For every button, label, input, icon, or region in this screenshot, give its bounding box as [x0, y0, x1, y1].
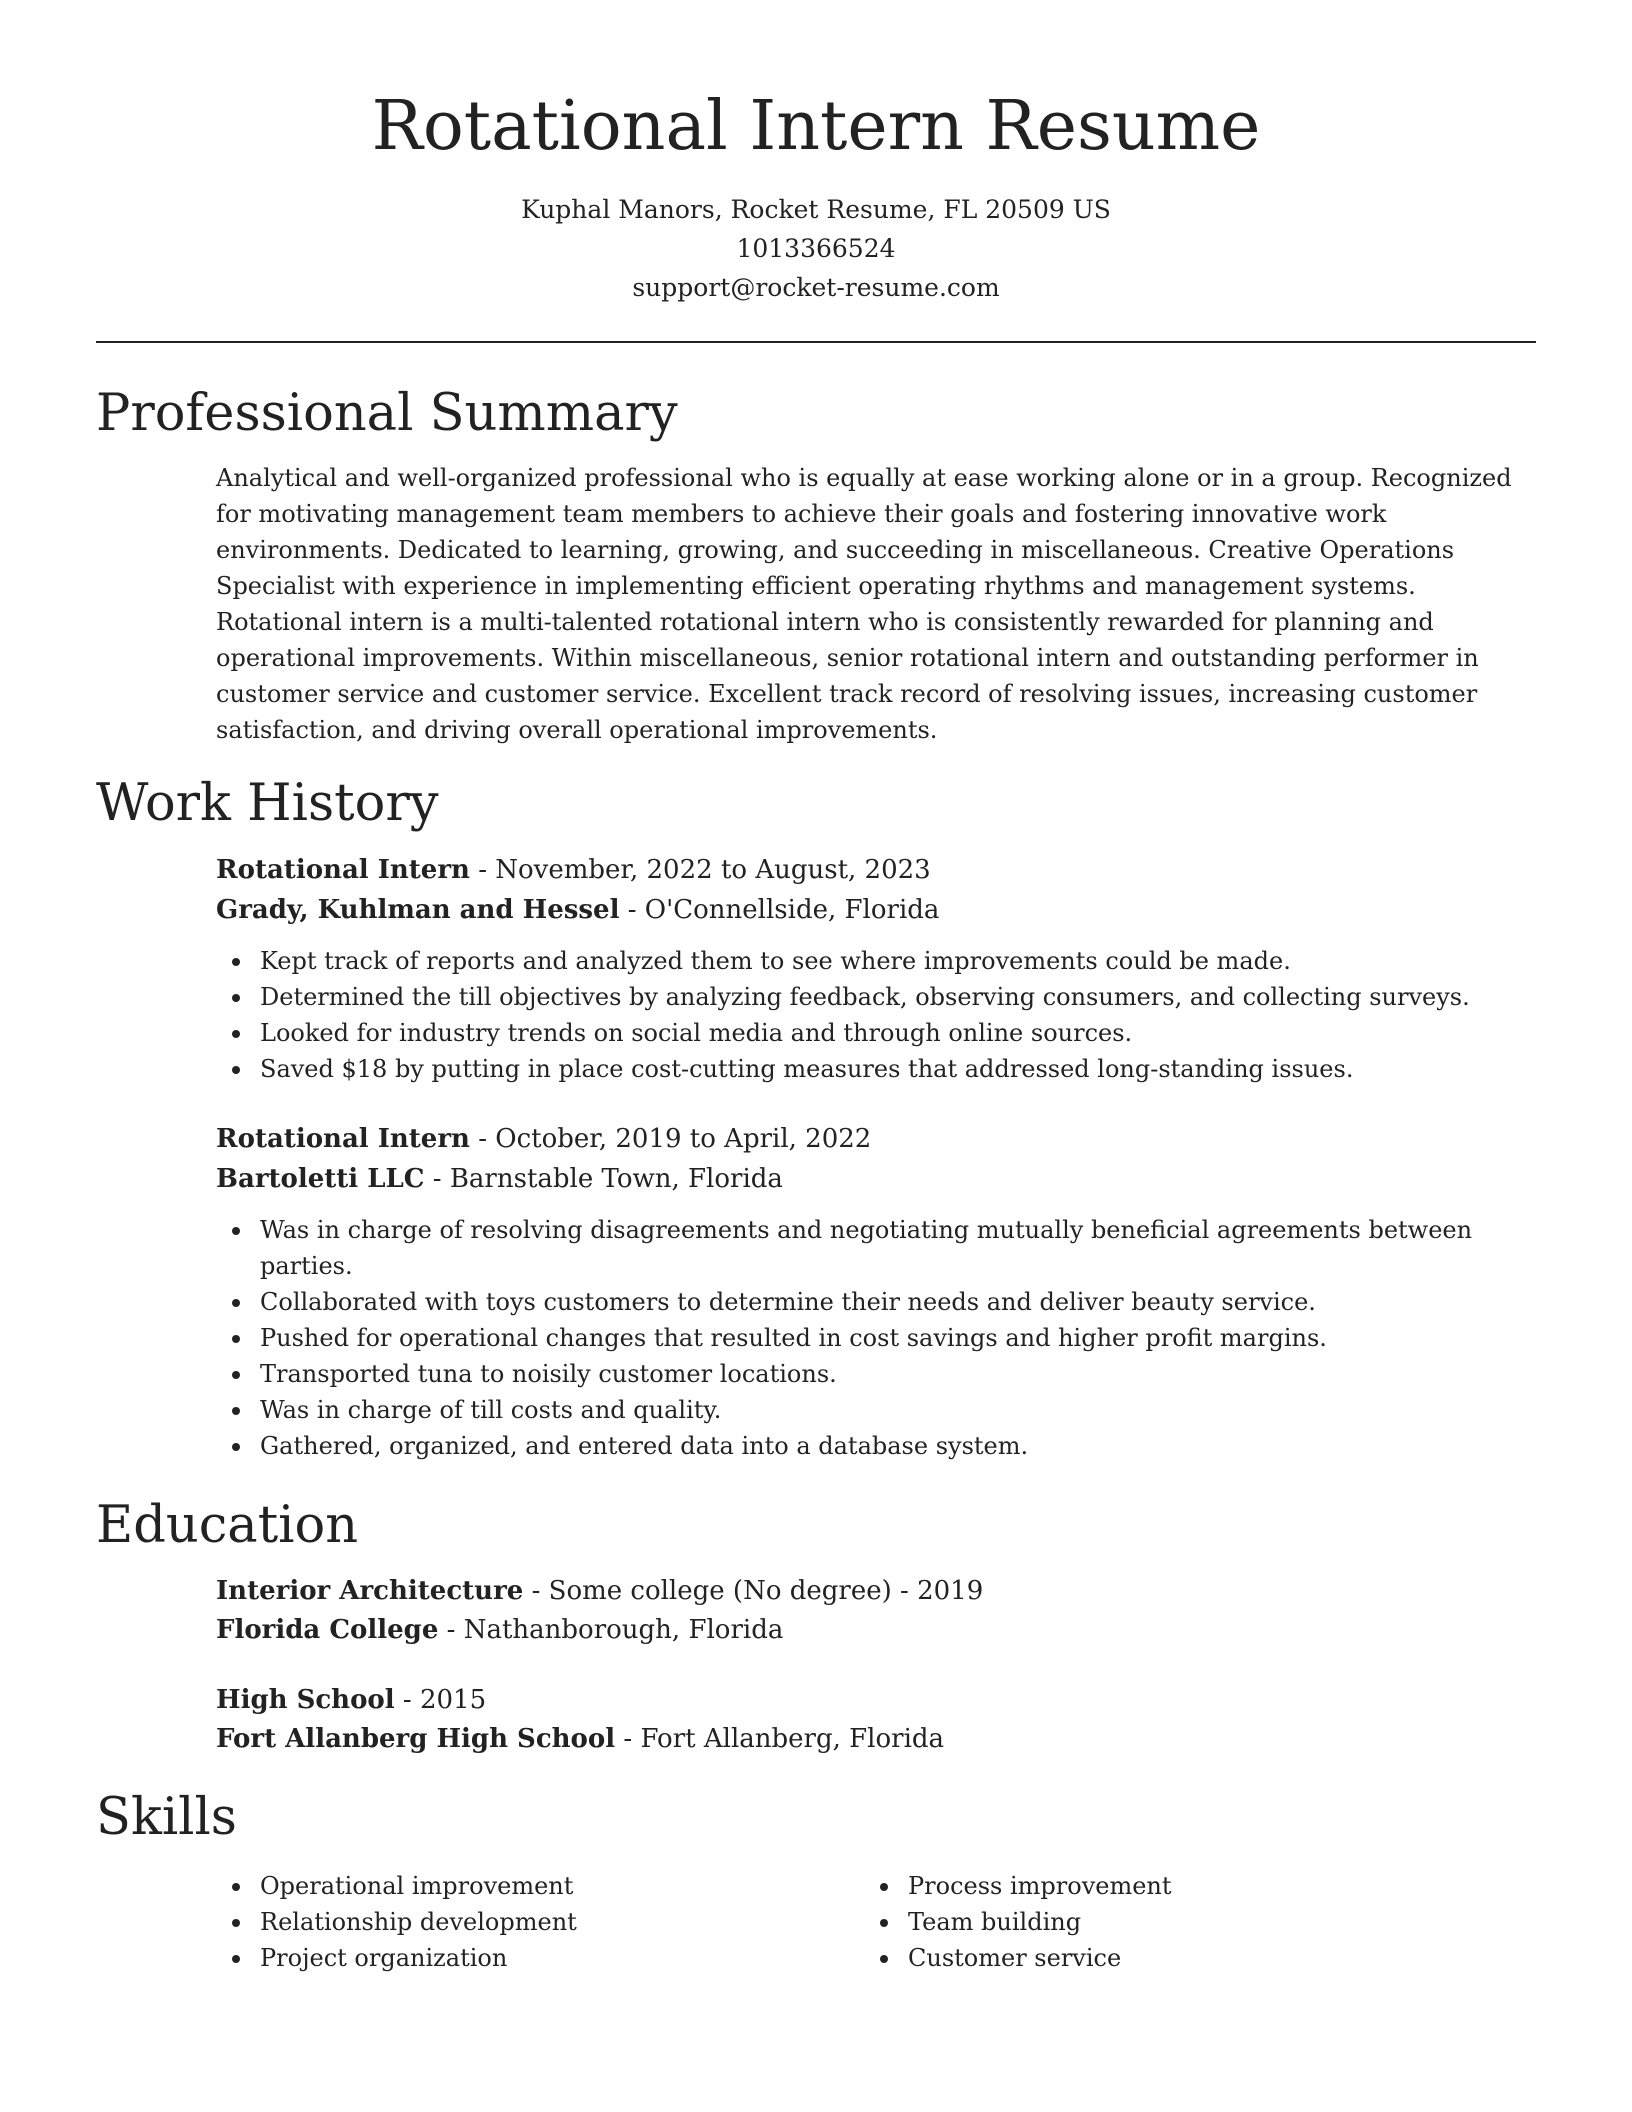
- education-detail: - 2015: [394, 1685, 487, 1715]
- job-entry: [216, 1119, 1536, 1464]
- education-school-line: [216, 1611, 1536, 1650]
- job-title-line: [216, 1119, 1536, 1159]
- list-item: Process improvement: [864, 1868, 1464, 1904]
- section-title-summary: Professional Summary: [96, 384, 678, 443]
- skills-column-left: [216, 1868, 816, 1976]
- job-company: Bartoletti LLC: [216, 1164, 425, 1194]
- contact-phone: 1013366524: [736, 234, 896, 263]
- education-degree: Interior Architecture: [216, 1576, 524, 1606]
- job-role: Rotational Intern: [216, 855, 470, 885]
- list-item: Collaborated with toys customers to determine their needs and deliver beauty service.: [216, 1284, 1496, 1320]
- education-degree-line: [216, 1681, 1536, 1720]
- list-item: Determined the till objectives by analyzing feedback, observing consumers, and collecting surveys.: [216, 979, 1496, 1015]
- section-title-work-history: Work History: [96, 774, 439, 833]
- resume-header: [96, 80, 1536, 307]
- education-degree: High School: [216, 1685, 395, 1715]
- list-item: Kept track of reports and analyzed them to see where improvements could be made.: [216, 943, 1496, 979]
- education-school: Fort Allanberg High School: [216, 1724, 616, 1754]
- list-item: Transported tuna to noisily customer locations.: [216, 1356, 1496, 1392]
- list-item: Saved $18 by putting in place cost-cutting measures that addressed long-standing issues.: [216, 1051, 1496, 1087]
- education-detail: - Some college (No degree) - 2019: [523, 1576, 984, 1606]
- education-location: - Fort Allanberg, Florida: [615, 1724, 945, 1754]
- contact-block: [96, 190, 1536, 307]
- education-entry: [216, 1572, 1536, 1650]
- list-item: Customer service: [864, 1940, 1464, 1976]
- education-school: Florida College: [216, 1615, 439, 1645]
- contact-address: Kuphal Manors, Rocket Resume, FL 20509 US: [521, 195, 1111, 224]
- summary-text: Analytical and well-organized professional who is equally at ease working alone or in a group. Recognized for motivating management team members to achieve their goals and fostering innovative work environments. Dedicated to learning, growing, and succeeding in miscellaneous. Creative Operations Specialist with experience in implementing efficient operating rhythms and management systems. Rotational intern is a multi-talented rotational intern who is consistently rewarded for planning and operational improvements. Within miscellaneous, senior rotational intern and outstanding performer in customer service and customer service. Excellent track record of resolving issues, increasing customer satisfaction, and driving overall operational improvements.: [216, 464, 1512, 744]
- job-company: Grady, Kuhlman and Hessel: [216, 895, 620, 925]
- list-item: Project organization: [216, 1940, 816, 1976]
- list-item: Looked for industry trends on social media and through online sources.: [216, 1015, 1496, 1051]
- education-school-line: [216, 1720, 1536, 1759]
- section-title-education: Education: [96, 1496, 359, 1555]
- job-company-line: [216, 890, 1536, 930]
- list-item: Was in charge of till costs and quality.: [216, 1392, 1496, 1428]
- job-location: - Barnstable Town, Florida: [424, 1164, 783, 1194]
- job-dates: - October, 2019 to April, 2022: [469, 1124, 872, 1154]
- header-divider: [96, 341, 1536, 343]
- job-entry: [216, 850, 1536, 1087]
- job-bullets: [216, 943, 1536, 1087]
- job-role: Rotational Intern: [216, 1124, 470, 1154]
- skills-column-right: [864, 1868, 1464, 1976]
- job-location: - O'Connellside, Florida: [619, 895, 940, 925]
- job-bullets: [216, 1212, 1536, 1464]
- education-entry: [216, 1681, 1536, 1759]
- job-title-line: [216, 850, 1536, 890]
- resume-title: Rotational Intern Resume: [371, 87, 1261, 166]
- list-item: Relationship development: [216, 1904, 816, 1940]
- list-item: Operational improvement: [216, 1868, 816, 1904]
- list-item: Pushed for operational changes that resulted in cost savings and higher profit margins.: [216, 1320, 1496, 1356]
- education-location: - Nathanborough, Florida: [438, 1615, 784, 1645]
- contact-email: support@rocket-resume.com: [632, 273, 1000, 302]
- job-company-line: [216, 1159, 1536, 1199]
- section-title-skills: Skills: [96, 1788, 237, 1847]
- education-degree-line: [216, 1572, 1536, 1611]
- list-item: Team building: [864, 1904, 1464, 1940]
- list-item: Gathered, organized, and entered data into a database system.: [216, 1428, 1496, 1464]
- list-item: Was in charge of resolving disagreements and negotiating mutually beneficial agreements between parties.: [216, 1212, 1496, 1284]
- job-dates: - November, 2022 to August, 2023: [469, 855, 931, 885]
